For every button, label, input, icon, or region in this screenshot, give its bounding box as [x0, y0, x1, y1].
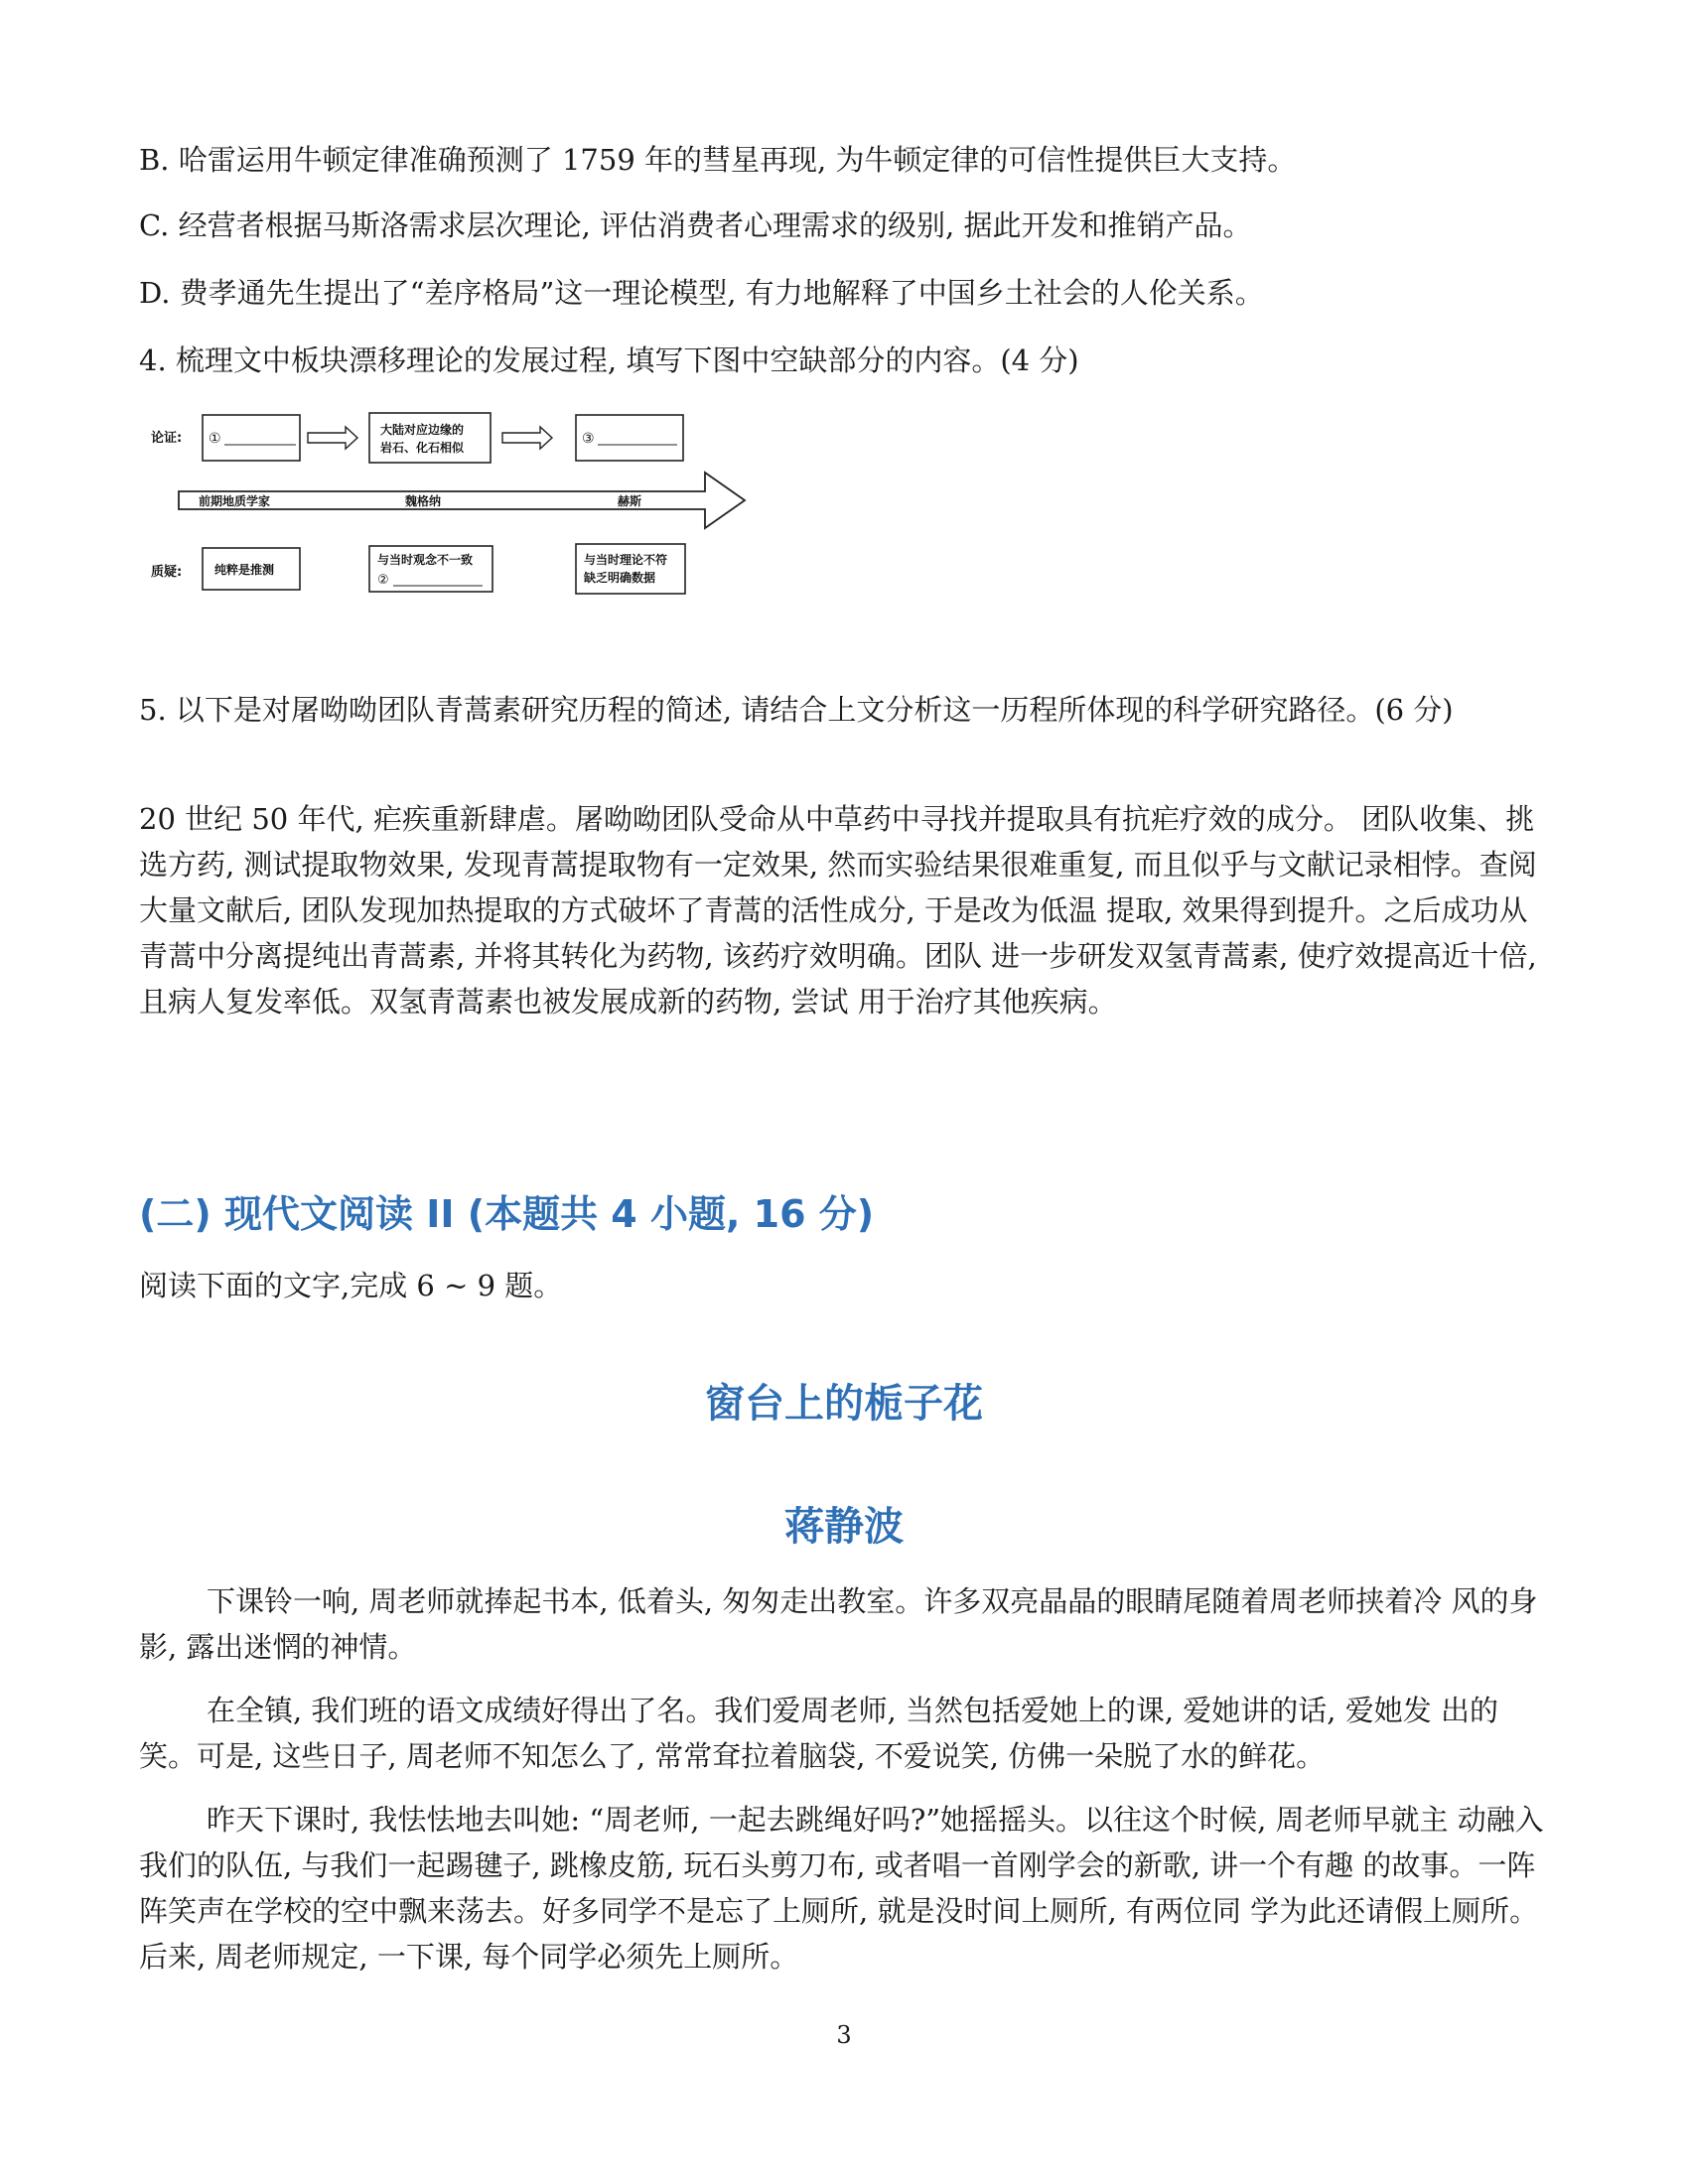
double-arrow-2: [502, 427, 552, 449]
top-box-3-label: ③: [582, 431, 595, 447]
top-box-2-line1: 大陆对应边缘的: [380, 423, 465, 437]
bottom-box-2-line1: 与当时观念不一致: [377, 553, 474, 567]
story-author: 蒋静波: [784, 1503, 904, 1550]
question-5-prompt: 5. 以下是对屠呦呦团队青蒿素研究历程的简述, 请结合上文分析这一历程所体现的科学研究路径。(6 分): [139, 693, 1454, 727]
option-c: C. 经营者根据马斯洛需求层次理论, 评估消费者心理需求的级别, 据此开发和推销产品。: [139, 208, 1252, 242]
story-paragraph-1: 下课铃一响, 周老师就捧起书本, 低着头, 匆匆走出教室。许多双亮晶晶的眼睛尾随着周老师挟着冷 风的身影, 露出迷惘的神情。: [139, 1584, 1538, 1664]
top-box-1-label: ①: [209, 431, 221, 447]
bottom-box-1-label: 纯粹是推测: [214, 563, 275, 577]
row-label-argument: 论证:: [151, 431, 183, 446]
page-number: 3: [836, 2021, 852, 2049]
bottom-box-3-line2: 缺乏明确数据: [584, 571, 656, 585]
timeline-label-hess: 赫斯: [618, 494, 642, 508]
timeline-label-wegener: 魏格纳: [405, 494, 442, 508]
double-arrow-1: [308, 427, 357, 449]
plate-drift-flow-diagram: [139, 397, 774, 606]
bottom-box-3: [576, 544, 685, 594]
section-instruction: 阅读下面的文字,完成 6 ~ 9 题。: [139, 1269, 563, 1302]
story-paragraph-3: 昨天下课时, 我怯怯地去叫她: “周老师, 一起去跳绳好吗?”她摇摇头。以往这个时候, 周老师早就主 动融入我们的队伍, 与我们一起踢毽子, 跳橡皮筋, 玩石头剪刀布, 或者唱一首刚学会的新歌, 讲一个有趣 的故事。一阵阵笑声在学校的空中飘来荡去。好多同学不是忘了上厕所, 就是没时间上厕所, 有两位同 学为此还请假上厕所。后来, 周老师规定, 一下课, 每个同学必须先上厕所。: [139, 1803, 1544, 1974]
top-box-2-line2: 岩石、化石相似: [380, 441, 465, 455]
question-5-passage: 20 世纪 50 年代, 疟疾重新肆虐。屠呦呦团队受命从中草药中寻找并提取具有抗疟疗效的成分。 团队收集、挑选方药, 测试提取物效果, 发现青蒿提取物有一定效果, 然而实验结果很难重复, 而且似乎与文献记录相悖。查阅大量文献后, 团队发现加热提取的方式破坏了青蒿的活性成分, 于是改为低温 提取, 效果得到提升。之后成功从青蒿中分离提纯出青蒿素, 并将其转化为药物, 该药疗效明确。团队 进一步研发双氢青蒿素, 使疗效提高近十倍, 且病人复发率低。双氢青蒿素也被发展成新的药物, 尝试 用于治疗其他疾病。: [139, 802, 1537, 1019]
story-title: 窗台上的栀子花: [705, 1380, 983, 1427]
option-b: B. 哈雷运用牛顿定律准确预测了 1759 年的彗星再现, 为牛顿定律的可信性提供巨大支持。: [139, 143, 1297, 177]
top-box-2: [369, 413, 491, 463]
row-label-doubt: 质疑:: [151, 565, 183, 580]
question-4-prompt: 4. 梳理文中板块漂移理论的发展过程, 填写下图中空缺部分的内容。(4 分): [139, 343, 1079, 377]
story-paragraph-2: 在全镇, 我们班的语文成绩好得出了名。我们爱周老师, 当然包括爱她上的课, 爱她讲的话, 爱她发 出的笑。可是, 这些日子, 周老师不知怎么了, 常常耷拉着脑袋, 不爱说笑, 仿佛一朵脱了水的鲜花。: [139, 1694, 1498, 1773]
bottom-box-2-line2: ②: [377, 573, 389, 588]
option-d: D. 费孝通先生提出了“差序格局”这一理论模型, 有力地解释了中国乡土社会的人伦关系。: [139, 276, 1264, 310]
timeline-label-early-geologists: 前期地质学家: [199, 494, 271, 508]
section-heading: (二) 现代文阅读 II (本题共 4 小题, 16 分): [139, 1192, 875, 1236]
bottom-box-3-line1: 与当时理论不符: [584, 553, 668, 567]
